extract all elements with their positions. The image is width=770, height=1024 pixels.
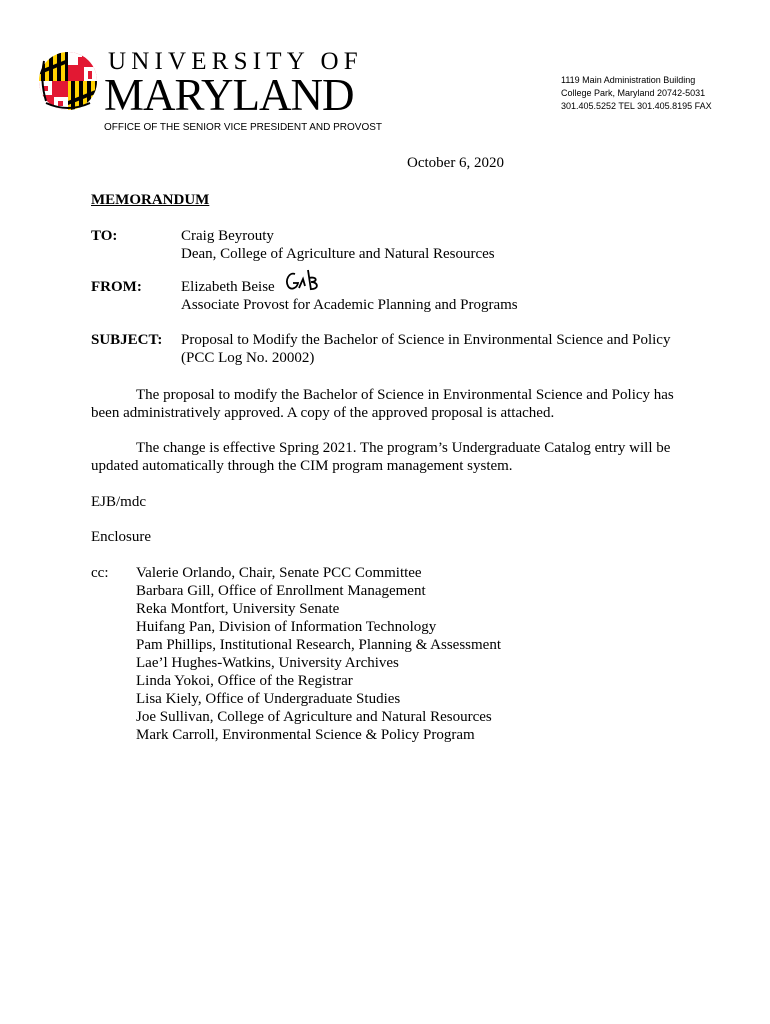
address-line-1: 1119 Main Administration Building: [561, 75, 696, 85]
cc-item: Lisa Kiely, Office of Undergraduate Studies: [136, 691, 401, 707]
from-title: Associate Provost for Academic Planning and Programs: [181, 297, 518, 313]
to-label: TO:: [91, 228, 118, 244]
cc-list: [136, 564, 501, 744]
enclosure-line: Enclosure: [91, 529, 151, 545]
paragraph-1-line-2: been administratively approved. A copy of the approved proposal is attached.: [91, 405, 555, 421]
memo-heading: MEMORANDUM: [91, 192, 210, 208]
cc-item: Joe Sullivan, College of Agriculture and Natural Resources: [136, 709, 492, 725]
paragraph-1-line-1: The proposal to modify the Bachelor of Science in Environmental Science and Policy has: [136, 387, 674, 403]
cc-label: cc:: [91, 565, 109, 581]
address-line-2: College Park, Maryland 20742-5031: [561, 88, 706, 98]
paragraph-2-line-2: updated automatically through the CIM program management system.: [91, 458, 513, 474]
subject-line-1: Proposal to Modify the Bachelor of Science in Environmental Science and Policy: [181, 332, 671, 348]
maryland-shield-icon: [38, 51, 98, 111]
from-name: Elizabeth Beise: [181, 279, 275, 295]
cc-item: Valerie Orlando, Chair, Senate PCC Committee: [136, 565, 422, 581]
cc-item: Reka Montfort, University Senate: [136, 601, 340, 617]
address-line-3: 301.405.5252 TEL 301.405.8195 FAX: [561, 101, 712, 111]
cc-item: Linda Yokoi, Office of the Registrar: [136, 673, 353, 689]
paragraph-2-line-1: The change is effective Spring 2021. The program’s Undergraduate Catalog entry will be: [136, 440, 671, 456]
initials-line: EJB/mdc: [91, 494, 146, 510]
to-name: Craig Beyrouty: [181, 228, 274, 244]
cc-item: Barbara Gill, Office of Enrollment Management: [136, 583, 426, 599]
cc-item: Huifang Pan, Division of Information Technology: [136, 619, 437, 635]
memo-date: October 6, 2020: [407, 155, 505, 171]
cc-item: Lae’l Hughes-Watkins, University Archives: [136, 655, 399, 671]
cc-item: Mark Carroll, Environmental Science & Policy Program: [136, 727, 475, 743]
from-label: FROM:: [91, 279, 142, 295]
to-title: Dean, College of Agriculture and Natural Resources: [181, 246, 495, 262]
logo-maryland: MARYLAND: [104, 70, 354, 120]
logo-university-of: UNIVERSITY OF: [108, 48, 363, 75]
office-name: OFFICE OF THE SENIOR VICE PRESIDENT AND PROVOST: [104, 122, 383, 133]
cc-item: Pam Phillips, Institutional Research, Planning & Assessment: [136, 637, 501, 653]
signature-initials: [283, 268, 325, 294]
subject-line-2: (PCC Log No. 20002): [181, 350, 315, 366]
subject-label: SUBJECT:: [91, 332, 163, 348]
